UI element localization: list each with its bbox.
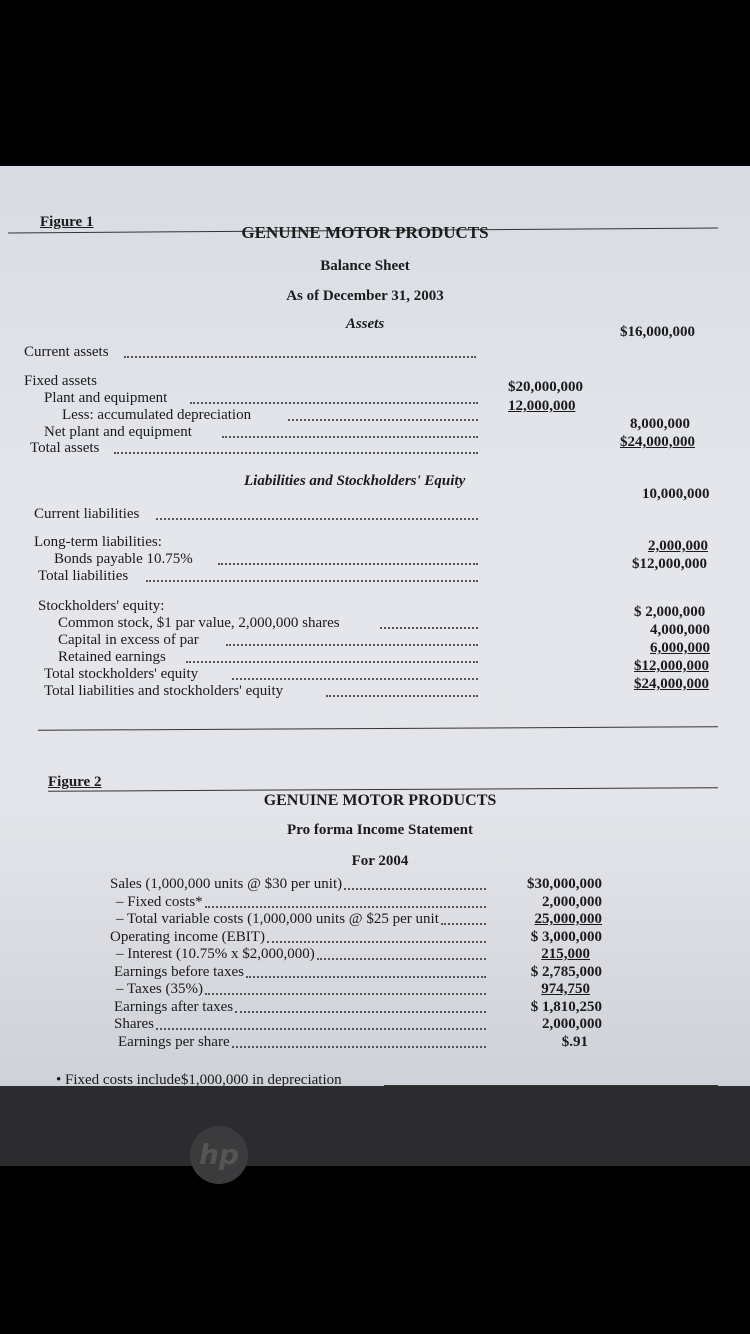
- income-row-value: $ 3,000,000: [530, 928, 602, 945]
- figure2-label: Figure 2: [48, 774, 102, 790]
- fixed-assets-label: Fixed assets: [24, 373, 97, 389]
- figure1-label: Figure 1: [40, 214, 94, 230]
- income-row-value: 25,000,000: [534, 911, 602, 927]
- assets-heading: Assets: [345, 316, 385, 332]
- leader-dots: [156, 518, 478, 520]
- income-row-label: Earnings before taxes: [114, 963, 244, 980]
- leader-dots: [146, 580, 478, 582]
- document-page: [0, 166, 750, 1086]
- figure2-company: GENUINE MOTOR PRODUCTS: [263, 792, 497, 809]
- retained-label: Retained earnings: [58, 649, 166, 665]
- plant-label: Plant and equipment: [44, 390, 168, 406]
- total-equity-value: $12,000,000: [634, 658, 709, 674]
- leader-dots: [232, 678, 478, 680]
- current-assets-value: $16,000,000: [620, 324, 695, 340]
- income-row-label: Earnings after taxes: [114, 998, 234, 1015]
- leader-dots: [267, 941, 486, 943]
- income-row-value: $ 1,810,250: [530, 998, 602, 1015]
- total-equity-label: Total stockholders' equity: [44, 666, 199, 682]
- leader-dots: [205, 993, 486, 995]
- leader-dots: [344, 888, 486, 890]
- leader-dots: [235, 1011, 486, 1013]
- leader-dots: [205, 906, 486, 908]
- leader-dots: [246, 976, 486, 978]
- leader-dots: [226, 644, 478, 646]
- total-le-label: Total liabilities and stockholders' equity: [44, 683, 284, 699]
- leader-dots: [186, 661, 478, 663]
- income-row-value: 2,000,000: [542, 893, 602, 910]
- figure1-bottom-rule: [38, 726, 718, 731]
- leader-dots: [326, 695, 478, 697]
- total-assets-label: Total assets: [30, 440, 100, 456]
- capital-label: Capital in excess of par: [58, 632, 199, 648]
- current-liabilities-label: Current liabilities: [34, 506, 140, 522]
- depreciation-value: 12,000,000: [508, 398, 576, 414]
- leader-dots: [222, 436, 478, 438]
- leader-dots: [218, 563, 478, 565]
- bonds-value: 2,000,000: [648, 538, 708, 554]
- laptop-bezel: [0, 1086, 750, 1166]
- plant-value: $20,000,000: [508, 379, 583, 395]
- income-row-value: 215,000: [541, 946, 590, 962]
- total-liabilities-label: Total liabilities: [38, 568, 129, 584]
- total-assets-value: $24,000,000: [620, 434, 695, 450]
- income-row-value: $ 2,785,000: [530, 963, 602, 980]
- net-plant-value: 8,000,000: [630, 416, 690, 432]
- leader-dots: [317, 958, 486, 960]
- capital-value: 4,000,000: [650, 622, 710, 638]
- liabilities-heading: Liabilities and Stockholders' Equity: [244, 473, 466, 489]
- current-assets-label: Current assets: [24, 344, 109, 360]
- total-le-value: $24,000,000: [634, 676, 709, 692]
- income-row-label: – Interest (10.75% x $2,000,000): [116, 946, 315, 962]
- leader-dots: [190, 402, 478, 404]
- income-row-label: Shares: [114, 1016, 154, 1032]
- figure2-period: For 2004: [351, 853, 409, 869]
- income-row-label: Operating income (EBIT): [110, 928, 265, 945]
- equity-heading: Stockholders' equity:: [38, 598, 165, 614]
- income-row-label: Sales (1,000,000 units @ $30 per unit): [110, 876, 343, 892]
- income-row-value: 2,000,000: [542, 1016, 602, 1032]
- leader-dots: [288, 419, 478, 421]
- income-row-label: – Fixed costs*: [116, 893, 203, 910]
- figure1-date: As of December 31, 2003: [286, 288, 444, 304]
- leader-dots: [124, 356, 476, 358]
- footnote: • Fixed costs include$1,000,000 in depreciation: [56, 1072, 342, 1086]
- net-plant-label: Net plant and equipment: [44, 424, 192, 440]
- income-row-label: – Total variable costs (1,000,000 units @ $25 per unit: [116, 911, 439, 927]
- figure2-statement: Pro forma Income Statement: [287, 822, 473, 838]
- leader-dots: [232, 1046, 486, 1048]
- income-row-label: – Taxes (35%): [116, 981, 203, 997]
- figure1-statement: Balance Sheet: [320, 258, 410, 274]
- longterm-label: Long-term liabilities:: [34, 534, 162, 550]
- common-stock-value: $ 2,000,000: [634, 604, 706, 620]
- income-row-value: $30,000,000: [527, 876, 602, 892]
- hp-logo: hp: [190, 1126, 248, 1184]
- leader-dots: [156, 1028, 486, 1030]
- current-liabilities-value: 10,000,000: [642, 486, 710, 502]
- figure1-company: GENUINE MOTOR PRODUCTS: [241, 223, 489, 242]
- income-row-value: $.91: [561, 1033, 588, 1050]
- leader-dots: [380, 627, 478, 629]
- common-stock-label: Common stock, $1 par value, 2,000,000 shares: [58, 615, 340, 631]
- income-row-label: Earnings per share: [118, 1033, 230, 1050]
- income-row-value: 974,750: [541, 981, 590, 997]
- leader-dots: [441, 923, 486, 925]
- bonds-label: Bonds payable 10.75%: [54, 551, 193, 567]
- total-liabilities-value: $12,000,000: [632, 556, 707, 572]
- retained-value: 6,000,000: [650, 640, 710, 656]
- depreciation-label: Less: accumulated depreciation: [62, 407, 252, 423]
- leader-dots: [114, 452, 478, 454]
